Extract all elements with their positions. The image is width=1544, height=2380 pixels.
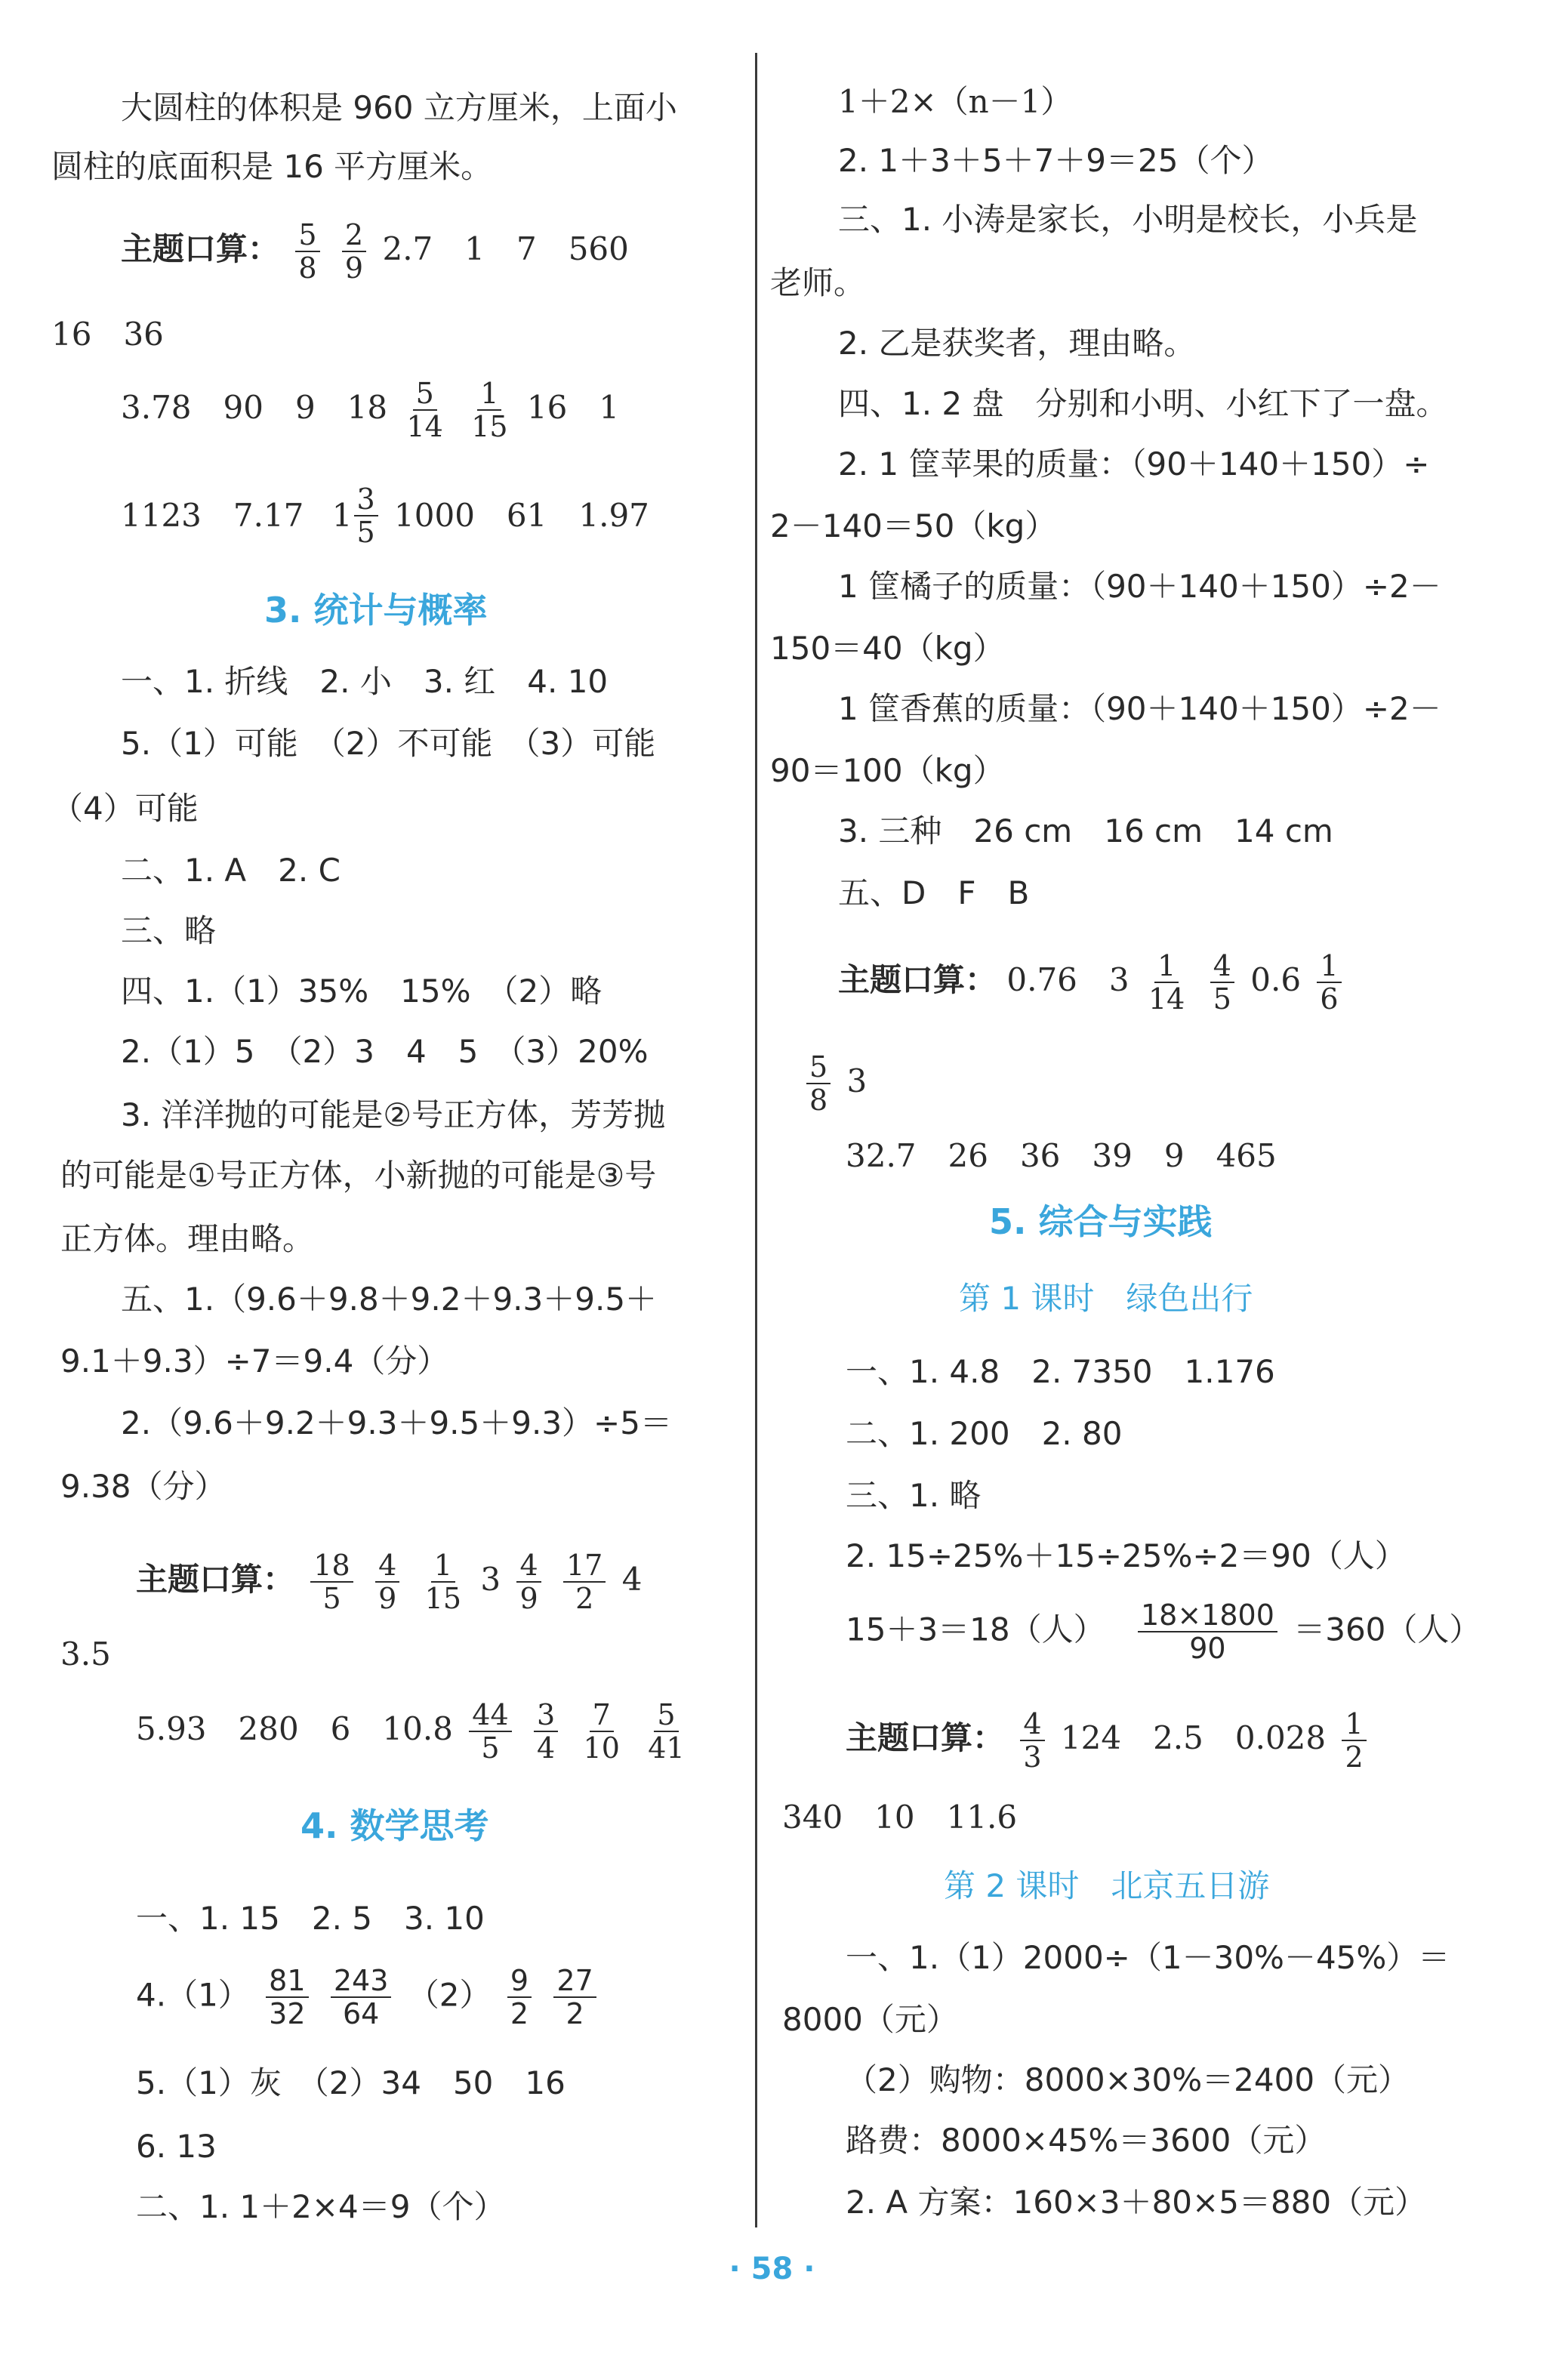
text-line: 90＝100（kg） — [770, 752, 1005, 789]
text-line: 圆柱的底面积是 16 平方厘米。 — [51, 148, 493, 185]
oral-calc-line: 主题口算： 0.76 3 $\frac{1}{14}$ $\frac{4}{5}$ 0.6 $\frac{1}{6}$ — [838, 950, 1348, 1015]
text-line: 2.（1）5 （2）3 4 5 （3）20% — [121, 1033, 649, 1070]
text-line: 3. 三种 26 cm 16 cm 14 cm — [838, 812, 1333, 849]
text-line: 一、1. 折线 2. 小 3. 红 4. 10 — [121, 663, 609, 700]
oral-calc-line: 3.78 90 9 18 $\frac{5}{14}$ $\frac{1}{15}$ 16 1 — [121, 377, 620, 443]
text-line: 6. 13 — [136, 2128, 217, 2165]
fraction: $\frac{2}{9}$ — [342, 219, 366, 284]
fraction: $\frac{1}{15}$ — [424, 1549, 461, 1615]
fraction: $\frac{243}{64}$ — [331, 1965, 392, 2030]
section-heading: 3. 统计与概率 — [264, 590, 488, 630]
text-line: 1＋2×（n－1） — [838, 83, 1073, 120]
text-line: 二、1. 200 2. 80 — [846, 1415, 1123, 1452]
fraction: $\frac{1}{15}$ — [471, 377, 508, 443]
fraction: $\frac{5}{41}$ — [648, 1698, 685, 1765]
text-line: 五、1.（9.6＋9.8＋9.2＋9.3＋9.5＋ — [121, 1281, 658, 1318]
text-line: 8000（元） — [782, 2001, 958, 2038]
fraction: $\frac{5}{8}$ — [295, 219, 319, 284]
text-line: 三、略 — [121, 912, 217, 949]
text-line: 2－140＝50（kg） — [770, 507, 1057, 544]
text-line: 老师。 — [770, 264, 866, 301]
text-line: 3.5 — [60, 1635, 111, 1672]
text-line: 5.（1）可能 （2）不可能 （3）可能 — [121, 725, 656, 762]
fraction: $\frac{5}{8}$ — [806, 1051, 831, 1116]
fraction: $\frac{4}{3}$ — [1020, 1708, 1044, 1773]
fraction: $\frac{4}{9}$ — [516, 1549, 541, 1614]
text-line: 五、D F B — [838, 874, 1030, 911]
text-line: 二、1. A 2. C — [121, 852, 341, 889]
text-line: 1 筐橘子的质量：（90＋140＋150）÷2－ — [838, 568, 1441, 605]
text-line: 一、1.（1）2000÷（1－30%－45%）＝ — [846, 1939, 1450, 1976]
fraction: $\frac{18}{5}$ — [310, 1549, 353, 1614]
fraction: $\frac{7}{10}$ — [583, 1698, 620, 1765]
text-line: 5.（1）灰 （2）34 50 16 — [136, 2064, 566, 2101]
fraction: $\frac{27}{2}$ — [553, 1965, 596, 2030]
text-line: 的可能是①号正方体，小新抛的可能是③号 — [60, 1157, 657, 1194]
fraction: $\frac{17}{2}$ — [563, 1549, 606, 1614]
text-line: 2. A 方案：160×3＋80×5＝880（元） — [846, 2184, 1427, 2221]
text-line: （2）购物：8000×30%＝2400（元） — [846, 2061, 1410, 2098]
text-line: 2. 1＋3＋5＋7＋9＝25（个） — [838, 142, 1274, 179]
fraction: $\frac{44}{5}$ — [469, 1699, 511, 1764]
text-line: 2. 15÷25%＋15÷25%÷2＝90（人） — [846, 1537, 1407, 1574]
text-line: 16 36 — [51, 316, 164, 353]
text-line: 32.7 26 36 39 9 465 — [846, 1137, 1277, 1174]
text-line: 2. 1 筐苹果的质量：（90＋140＋150）÷ — [838, 445, 1430, 482]
fraction: $\frac{4}{9}$ — [375, 1549, 399, 1614]
text-line: 路费：8000×45%＝3600（元） — [846, 2122, 1327, 2159]
fraction: $\frac{4}{5}$ — [1210, 950, 1234, 1015]
oral-calc-line: 主题口算： $\frac{4}{3}$ 124 2.5 0.028 $\frac{1}{2}$ — [846, 1708, 1373, 1773]
fraction: $\frac{5}{14}$ — [406, 377, 443, 443]
text-line: 二、1. 1＋2×4＝9（个） — [136, 2188, 506, 2225]
section-heading: 4. 数学思考 — [300, 1805, 489, 1846]
page-number: · 58 · — [729, 2252, 815, 2286]
fraction: $\frac{9}{2}$ — [507, 1965, 532, 2030]
text-line: 9.38（分） — [60, 1468, 227, 1505]
lesson-heading: 第 2 课时 北京五日游 — [944, 1867, 1270, 1904]
text-line: 340 10 11.6 — [782, 1799, 1018, 1836]
fraction: $\frac{18\times 1800}{90}$ — [1138, 1599, 1277, 1664]
text-line: 正方体。理由略。 — [60, 1220, 315, 1257]
oral-calc-line: 5.93 280 6 10.8 $\frac{44}{5}$ $\frac{3}{4}$ $\frac{7}{10}$ $\frac{5}{41}$ — [136, 1699, 694, 1764]
text-line: 2. 乙是获奖者，理由略。 — [838, 325, 1196, 362]
text-line: 一、1. 4.8 2. 7350 1.176 — [846, 1353, 1275, 1390]
fraction: $\frac{1}{14}$ — [1148, 949, 1185, 1016]
oral-calc-line: 4.（1） $\frac{81}{32}$ $\frac{243}{64}$ （2） $\frac{9}{2}$ $\frac{27}{2}$ — [136, 1965, 602, 2030]
oral-calc-line: 主题口算： $\frac{18}{5}$ $\frac{4}{9}$ $\frac{1}{15}$ 3 $\frac{4}{9}$ $\frac{17}{2}$ 4 — [136, 1549, 643, 1615]
text-line: 四、1. 2 盘 分别和小明、小红下了一盘。 — [838, 385, 1448, 422]
text-line: 三、1. 小涛是家长，小明是校长，小兵是 — [838, 201, 1418, 238]
text-line: 3. 洋洋抛的可能是②号正方体，芳芳抛 — [121, 1096, 666, 1133]
text-line: 9.1＋9.3）÷7＝9.4（分） — [60, 1343, 449, 1380]
text-line: 1 筐香蕉的质量：（90＋140＋150）÷2－ — [838, 690, 1441, 727]
oral-calc-line: 主题口算： $\frac{5}{8}$ $\frac{2}{9}$ 2.7 1 7 560 — [121, 218, 629, 285]
text-line: 四、1.（1）35% 15% （2）略 — [121, 973, 602, 1010]
oral-calc-line: $\frac{5}{8}$ 3 — [800, 1051, 867, 1116]
column-divider — [755, 53, 757, 2227]
fraction: $\frac{81}{32}$ — [266, 1965, 308, 2030]
fraction: $\frac{3}{4}$ — [534, 1699, 558, 1764]
text-line: 三、1. 略 — [846, 1477, 982, 1514]
section-heading: 5. 综合与实践 — [989, 1201, 1213, 1242]
text-line: 150＝40（kg） — [770, 630, 1005, 667]
lesson-heading: 第 1 课时 绿色出行 — [959, 1280, 1253, 1317]
fraction: $\frac{1}{2}$ — [1342, 1708, 1366, 1773]
oral-calc-line: 15＋3＝18（人） $\frac{18\times 1800}{90}$ ＝360（人） — [846, 1598, 1481, 1665]
text-line: 大圆柱的体积是 960 立方厘米，上面小 — [121, 89, 677, 126]
text-line: （4）可能 — [51, 790, 199, 827]
text-line: 2.（9.6＋9.2＋9.3＋9.5＋9.3）÷5＝ — [121, 1404, 672, 1441]
oral-calc-line: 1123 7.17 1 $\frac{3}{5}$ 1000 61 1.97 — [121, 482, 649, 549]
fraction: $\frac{1}{6}$ — [1317, 950, 1341, 1015]
mixed-number: 1 $\frac{3}{5}$ — [332, 483, 384, 548]
text-line: 一、1. 15 2. 5 3. 10 — [136, 1900, 485, 1937]
